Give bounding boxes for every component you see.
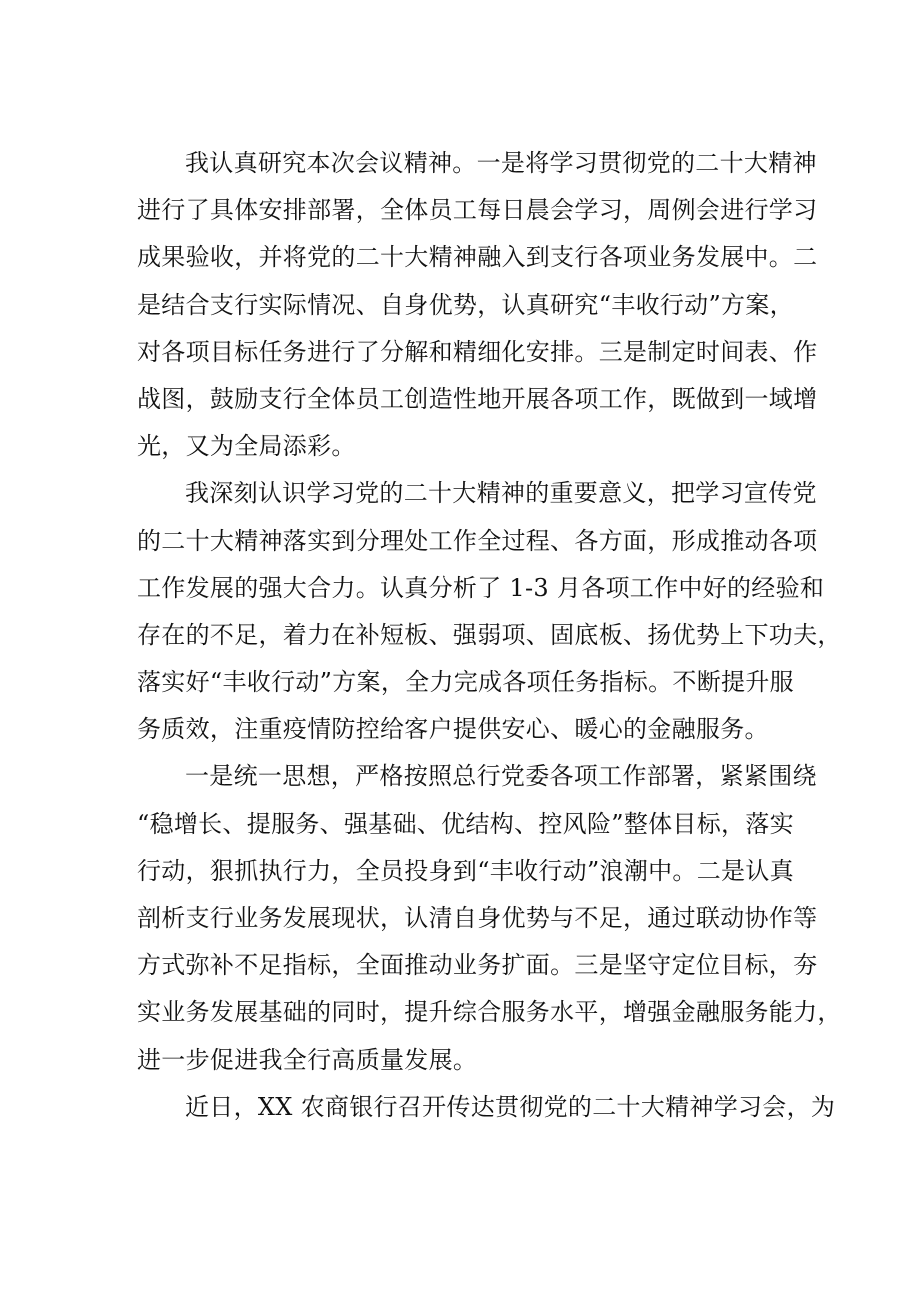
paragraph-line: 是结合支行实际情况、自身优势，认真研究“丰收行动”方案， [137, 290, 794, 319]
paragraph-line: 对各项目标任务进行了分解和精细化安排。三是制定时间表、作 [137, 337, 818, 366]
paragraph-line: 进一步促进我全行高质量发展。 [137, 1045, 478, 1074]
paragraph-line: 进行了具体安排部署，全体员工每日晨会学习，周例会进行学习 [137, 196, 818, 225]
paragraph-line: 方式弥补不足指标，全面推动业务扩面。三是坚守定位目标，夯 [137, 951, 818, 980]
paragraph-4 [137, 1084, 836, 1131]
paragraph-line: 务质效，注重疫情防控给客户提供安心、暖心的金融服务。 [137, 715, 769, 744]
paragraph-line: 光，又为全局添彩。 [137, 432, 356, 461]
paragraph-line: 成果验收，并将党的二十大精神融入到支行各项业务发展中。二 [137, 243, 818, 272]
paragraph-line: “稳增长、提服务、强基础、优结构、控风险”整体目标，落实 [137, 809, 794, 838]
document-body [137, 140, 842, 1131]
paragraph-line: 的二十大精神落实到分理处工作全过程、各方面，形成推动各项 [137, 526, 818, 555]
paragraph-line: 我认真研究本次会议精神。一是将学习贯彻党的二十大精神 [185, 149, 817, 177]
paragraph-3 [137, 753, 842, 1083]
paragraph-line: 工作发展的强大合力。认真分析了 1-3 月各项工作中好的经验和 [137, 573, 825, 602]
paragraph-line: 战图，鼓励支行全体员工创造性地开展各项工作，既做到一域增 [137, 384, 818, 413]
paragraph-line: 我深刻认识学习党的二十大精神的重要意义，把学习宣传党 [185, 479, 817, 508]
paragraph-line: 剖析支行业务发展现状，认清自身优势与不足，通过联动协作等 [137, 904, 818, 932]
paragraph-line: 近日，XX 农商银行召开传达贯彻党的二十大精神学习会，为 [185, 1092, 836, 1121]
paragraph-line: 行动，狠抓执行力，全员投身到“丰收行动”浪潮中。二是认真 [137, 856, 794, 885]
paragraph-2 [137, 470, 842, 753]
paragraph-line: 落实好“丰收行动”方案，全力完成各项任务指标。不断提升服 [137, 668, 794, 697]
paragraph-line: 实业务发展基础的同时，提升综合服务水平，增强金融服务能力， [137, 998, 842, 1027]
paragraph-line: 一是统一思想，严格按照总行党委各项工作部署，紧紧围绕 [185, 762, 817, 791]
paragraph-1 [137, 140, 818, 470]
paragraph-line: 存在的不足，着力在补短板、强弱项、固底板、扬优势上下功夫， [137, 620, 842, 649]
